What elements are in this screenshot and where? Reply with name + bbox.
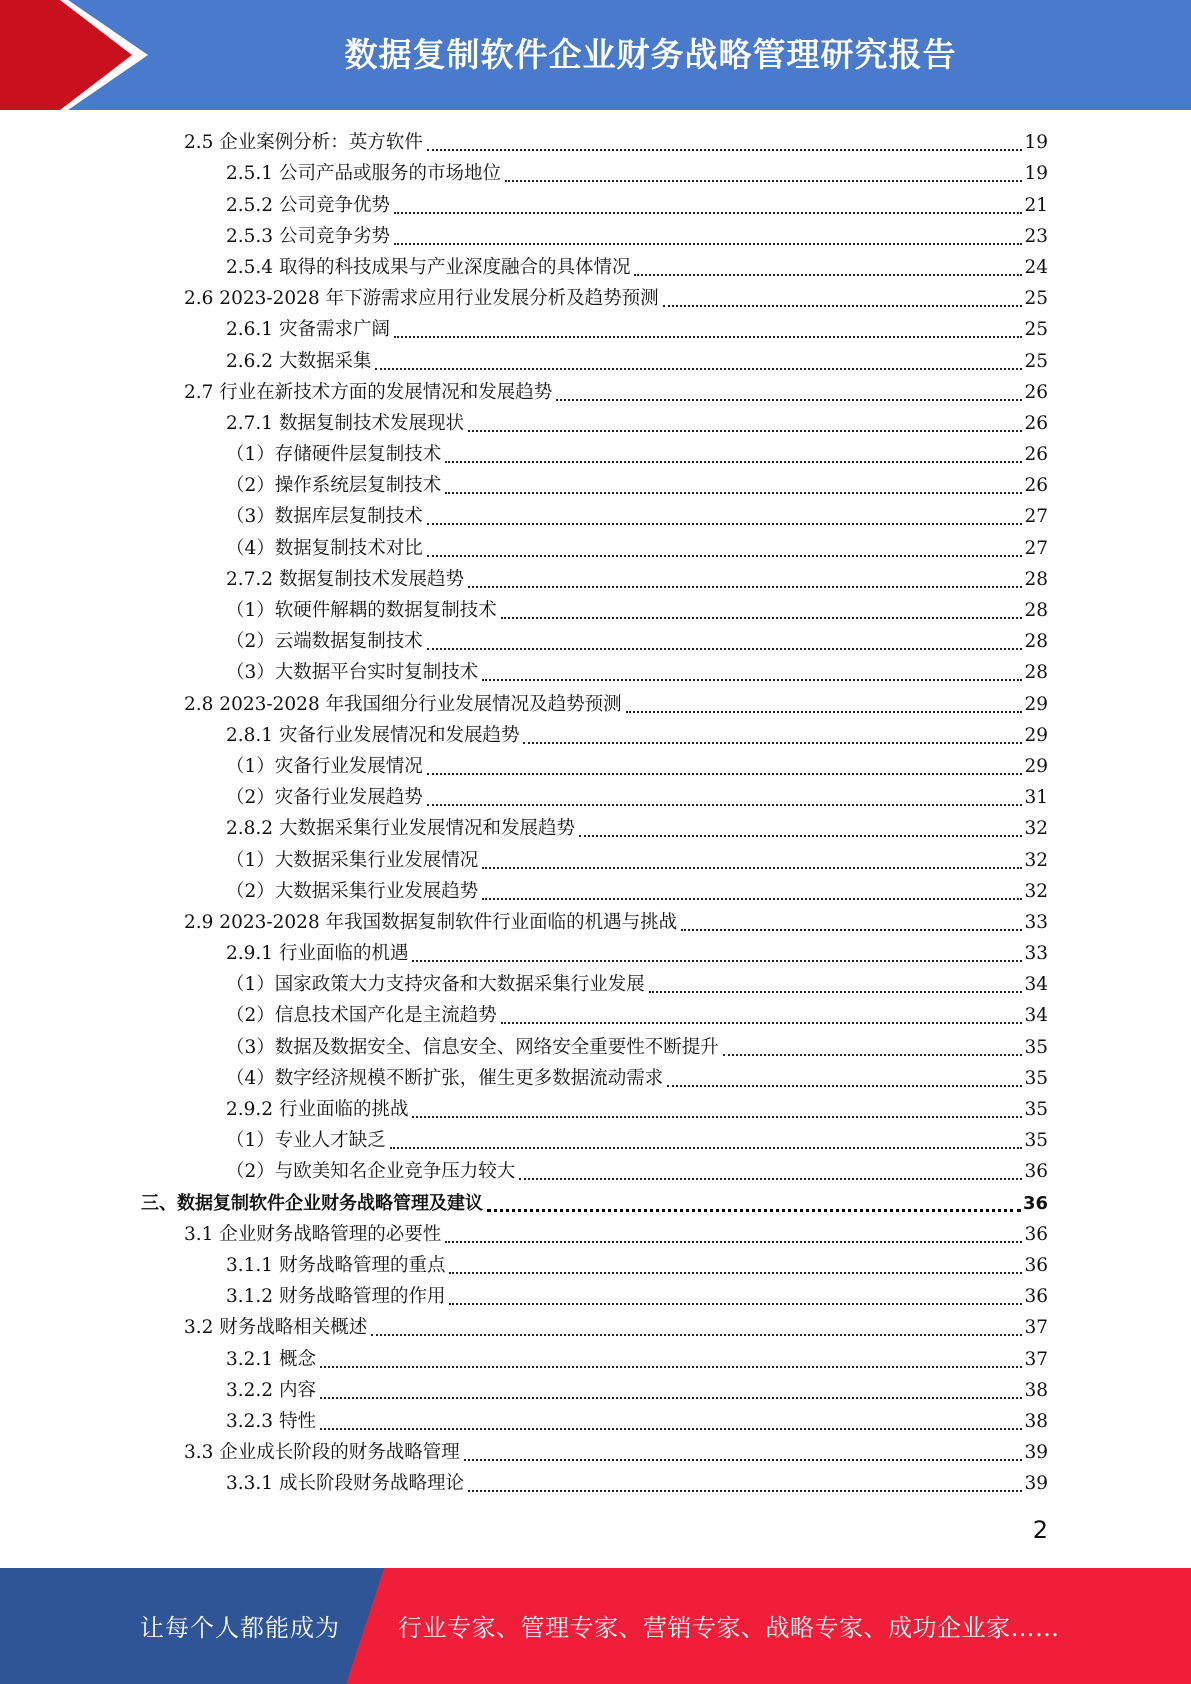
- toc-entry[interactable]: [141, 719, 1048, 750]
- toc-dot-leader: [649, 991, 1023, 993]
- toc-entry[interactable]: [141, 843, 1048, 874]
- toc-entry[interactable]: [141, 1311, 1048, 1342]
- toc-entry[interactable]: [141, 157, 1048, 188]
- toc-entry-title: （2）大数据采集行业发展趋势: [226, 880, 479, 902]
- toc-entry-title: （1）国家政策大力支持灾备和大数据采集行业发展: [226, 974, 645, 996]
- toc-entry[interactable]: [141, 1124, 1048, 1155]
- toc-entry-page: 26: [1024, 444, 1048, 466]
- table-of-contents: [141, 126, 1048, 1498]
- toc-entry-page: 32: [1024, 818, 1048, 840]
- toc-entry-title: 3.3.1 成长阶段财务战略理论: [226, 1473, 464, 1495]
- toc-dot-leader: [464, 1459, 1023, 1461]
- toc-dot-leader: [320, 1366, 1023, 1368]
- toc-entry-title: （1）软硬件解耦的数据复制技术: [226, 600, 497, 621]
- toc-entry-page: 23: [1024, 225, 1048, 247]
- toc-dot-leader: [371, 1334, 1022, 1336]
- toc-entry[interactable]: [141, 282, 1048, 313]
- toc-entry-title: （3）数据库层复制技术: [226, 506, 423, 528]
- toc-entry-title: （4）数字经济规模不断扩张，催生更多数据流动需求: [226, 1067, 664, 1089]
- toc-dot-leader: [375, 368, 1022, 370]
- toc-entry-page: 36: [1024, 1161, 1048, 1183]
- toc-dot-leader: [523, 742, 1022, 744]
- toc-entry-title: （1）专业人才缺乏: [226, 1130, 386, 1152]
- toc-entry-page: 35: [1024, 1130, 1048, 1152]
- toc-dot-leader: [449, 1272, 1022, 1274]
- toc-dot-leader: [412, 960, 1022, 962]
- toc-entry[interactable]: [141, 407, 1048, 438]
- toc-entry-title: 2.7 行业在新技术方面的发展情况和发展趋势: [184, 381, 553, 403]
- toc-entry-page: 33: [1024, 943, 1048, 965]
- toc-entry-page: 25: [1024, 350, 1048, 372]
- toc-entry[interactable]: [141, 1093, 1048, 1124]
- footer-slogan-right: 行业专家、管理专家、营销专家、战略专家、成功企业家……: [398, 1614, 1060, 1642]
- toc-entry-page: 38: [1024, 1379, 1048, 1401]
- toc-entry-title: （4）数据复制技术对比: [226, 537, 423, 559]
- toc-entry[interactable]: [141, 251, 1048, 282]
- toc-dot-leader: [482, 679, 1022, 681]
- toc-dot-leader: [487, 1209, 1021, 1212]
- toc-entry-title: 3.2.3 特性: [226, 1410, 316, 1432]
- toc-entry-title: （2）信息技术国产化是主流趋势: [226, 1005, 497, 1027]
- toc-entry-page: 29: [1024, 693, 1048, 715]
- toc-entry-page: 36: [1024, 1286, 1048, 1308]
- toc-entry-page: 31: [1024, 787, 1048, 809]
- toc-entry-title: 2.5.4 取得的科技成果与产业深度融合的具体情况: [226, 256, 631, 278]
- toc-entry-title: （2）操作系统层复制技术: [226, 475, 442, 497]
- toc-entry[interactable]: [141, 313, 1048, 344]
- toc-dot-leader: [667, 1085, 1022, 1087]
- toc-dot-leader: [320, 1397, 1023, 1399]
- toc-entry-title: （2）云端数据复制技术: [226, 631, 423, 653]
- toc-entry-title: 2.8.1 灾备行业发展情况和发展趋势: [226, 724, 520, 746]
- page-header: [0, 0, 1191, 110]
- toc-entry[interactable]: [141, 563, 1048, 594]
- toc-entry-page: 34: [1024, 974, 1048, 996]
- toc-entry[interactable]: [141, 1249, 1048, 1280]
- toc-entry-page: 35: [1024, 1067, 1048, 1089]
- toc-entry[interactable]: [141, 126, 1048, 157]
- toc-dot-leader: [445, 461, 1022, 463]
- toc-dot-leader: [501, 617, 1023, 619]
- toc-entry[interactable]: [141, 376, 1048, 407]
- toc-entry[interactable]: [141, 750, 1048, 781]
- toc-entry[interactable]: [141, 1342, 1048, 1373]
- toc-entry-page: 25: [1024, 288, 1048, 310]
- toc-dot-leader: [626, 711, 1023, 713]
- toc-entry-title: （1）灾备行业发展情况: [226, 755, 423, 777]
- toc-entry-title: 3.2.2 内容: [226, 1379, 316, 1401]
- toc-entry-title: （3）大数据平台实时复制技术: [226, 662, 479, 684]
- toc-entry-title: 2.9 2023-2028 年我国数据复制软件行业面临的机遇与挑战: [184, 911, 678, 933]
- toc-dot-leader: [445, 1241, 1022, 1243]
- toc-entry-page: 26: [1024, 475, 1048, 497]
- toc-entry-page: 34: [1024, 1005, 1048, 1027]
- toc-entry-page: 28: [1024, 568, 1048, 590]
- toc-entry[interactable]: [141, 937, 1048, 968]
- toc-entry-title: 2.8 2023-2028 年我国细分行业发展情况及趋势预测: [184, 693, 622, 715]
- report-title: 数据复制软件企业财务战略管理研究报告: [344, 34, 957, 74]
- toc-dot-leader: [482, 867, 1022, 869]
- toc-entry-page: 37: [1024, 1317, 1048, 1339]
- toc-entry[interactable]: [141, 1280, 1048, 1311]
- toc-entry-title: 3.1.2 财务战略管理的作用: [226, 1286, 446, 1308]
- toc-dot-leader: [394, 336, 1022, 338]
- toc-entry[interactable]: [141, 781, 1048, 812]
- toc-entry-title: 2.7.1 数据复制技术发展现状: [226, 412, 464, 434]
- toc-entry[interactable]: [141, 1218, 1048, 1249]
- toc-dot-leader: [427, 773, 1023, 775]
- toc-entry[interactable]: [141, 999, 1048, 1030]
- toc-entry-title: 2.9.1 行业面临的机遇: [226, 943, 409, 965]
- toc-entry-title: （1）大数据采集行业发展情况: [226, 849, 479, 871]
- toc-entry-page: 21: [1024, 194, 1048, 216]
- toc-entry-title: 2.5 企业案例分析：英方软件: [184, 132, 423, 154]
- toc-entry-title: 3.1 企业财务战略管理的必要性: [184, 1223, 442, 1245]
- toc-entry-title: 2.6 2023-2028 年下游需求应用行业发展分析及趋势预测: [184, 288, 659, 310]
- toc-entry-page: 29: [1024, 755, 1048, 777]
- page-footer: [0, 1568, 1191, 1684]
- toc-dot-leader: [634, 274, 1022, 276]
- toc-entry-title: 三、数据复制软件企业财务战略管理及建议: [141, 1192, 483, 1214]
- toc-dot-leader: [468, 1490, 1022, 1492]
- toc-entry-page: 19: [1024, 163, 1048, 185]
- toc-entry-title: 2.9.2 行业面临的挑战: [226, 1099, 409, 1120]
- toc-dot-leader: [579, 835, 1022, 837]
- footer-slogan-left: 让每个人都能成为: [140, 1614, 340, 1642]
- toc-entry-title: 2.5.2 公司竞争优势: [226, 194, 390, 216]
- toc-entry-title: 2.6.1 灾备需求广阔: [226, 319, 390, 341]
- toc-entry-page: 38: [1024, 1410, 1048, 1432]
- toc-dot-leader: [427, 804, 1023, 806]
- toc-entry-page: 26: [1024, 412, 1048, 434]
- toc-entry-page: 36: [1024, 1254, 1048, 1276]
- toc-entry-page: 35: [1024, 1099, 1048, 1120]
- toc-entry-page: 28: [1024, 600, 1048, 621]
- toc-entry[interactable]: [141, 1436, 1048, 1467]
- toc-entry[interactable]: [141, 968, 1048, 999]
- toc-dot-leader: [663, 305, 1023, 307]
- toc-dot-leader: [427, 648, 1023, 650]
- toc-dot-leader: [482, 898, 1022, 900]
- toc-entry[interactable]: [141, 344, 1048, 375]
- toc-dot-leader: [501, 1022, 1023, 1024]
- toc-entry-title: （2）与欧美知名企业竞争压力较大: [226, 1161, 516, 1183]
- toc-dot-leader: [681, 929, 1022, 931]
- toc-entry[interactable]: [141, 500, 1048, 531]
- toc-entry-title: 3.2 财务战略相关概述: [184, 1317, 368, 1339]
- toc-dot-leader: [468, 430, 1022, 432]
- toc-entry-page: 27: [1024, 537, 1048, 559]
- toc-dot-leader: [427, 555, 1023, 557]
- toc-entry[interactable]: [141, 656, 1048, 687]
- toc-entry-page: 24: [1024, 256, 1048, 278]
- toc-entry[interactable]: [141, 906, 1048, 937]
- toc-dot-leader: [390, 1147, 1023, 1149]
- toc-dot-leader: [320, 1428, 1023, 1430]
- toc-entry-page: 26: [1024, 381, 1048, 403]
- toc-entry-page: 39: [1024, 1442, 1048, 1464]
- toc-entry[interactable]: [141, 687, 1048, 718]
- toc-entry-page: 27: [1024, 506, 1048, 528]
- toc-entry[interactable]: [141, 1186, 1048, 1217]
- toc-entry-page: 28: [1024, 631, 1048, 653]
- toc-entry[interactable]: [141, 875, 1048, 906]
- toc-entry[interactable]: [141, 438, 1048, 469]
- toc-entry[interactable]: [141, 188, 1048, 219]
- toc-entry[interactable]: [141, 1467, 1048, 1498]
- toc-entry-page: 33: [1024, 911, 1048, 933]
- page-number: 2: [1032, 1516, 1048, 1544]
- toc-dot-leader: [445, 492, 1022, 494]
- toc-dot-leader: [449, 1303, 1022, 1305]
- toc-dot-leader: [412, 1116, 1022, 1118]
- toc-entry[interactable]: [141, 1405, 1048, 1436]
- toc-entry-title: 2.6.2 大数据采集: [226, 350, 372, 372]
- toc-entry-page: 35: [1024, 1036, 1048, 1058]
- toc-dot-leader: [505, 180, 1022, 182]
- toc-entry-title: （3）数据及数据安全、信息安全、网络安全重要性不断提升: [226, 1036, 719, 1058]
- toc-entry[interactable]: [141, 469, 1048, 500]
- toc-entry-title: 2.7.2 数据复制技术发展趋势: [226, 568, 464, 590]
- toc-entry-title: 3.1.1 财务战略管理的重点: [226, 1254, 446, 1276]
- toc-entry-page: 36: [1022, 1192, 1048, 1214]
- toc-entry[interactable]: [141, 1062, 1048, 1093]
- toc-entry-page: 19: [1024, 132, 1048, 154]
- toc-entry[interactable]: [141, 531, 1048, 562]
- toc-entry[interactable]: [141, 1374, 1048, 1405]
- toc-dot-leader: [723, 1054, 1023, 1056]
- toc-entry[interactable]: [141, 1155, 1048, 1186]
- toc-entry[interactable]: [141, 220, 1048, 251]
- toc-entry-title: 2.5.3 公司竞争劣势: [226, 225, 390, 247]
- toc-entry[interactable]: [141, 812, 1048, 843]
- toc-dot-leader: [519, 1178, 1022, 1180]
- toc-entry-title: 2.5.1 公司产品或服务的市场地位: [226, 163, 501, 185]
- toc-dot-leader: [556, 399, 1022, 401]
- toc-entry-page: 32: [1024, 849, 1048, 871]
- toc-dot-leader: [427, 523, 1023, 525]
- toc-entry[interactable]: [141, 1030, 1048, 1061]
- toc-entry[interactable]: [141, 625, 1048, 656]
- toc-entry-page: 32: [1024, 880, 1048, 902]
- toc-entry-title: 3.3 企业成长阶段的财务战略管理: [184, 1442, 460, 1464]
- toc-entry-page: 28: [1024, 662, 1048, 684]
- toc-entry-page: 29: [1024, 724, 1048, 746]
- toc-entry-title: （1）存储硬件层复制技术: [226, 444, 442, 466]
- toc-dot-leader: [468, 586, 1022, 588]
- toc-entry-title: 3.2.1 概念: [226, 1348, 316, 1370]
- toc-dot-leader: [394, 243, 1022, 245]
- toc-dot-leader: [427, 149, 1023, 151]
- toc-entry-page: 39: [1024, 1473, 1048, 1495]
- toc-entry-title: 2.8.2 大数据采集行业发展情况和发展趋势: [226, 818, 575, 840]
- toc-entry-page: 36: [1024, 1223, 1048, 1245]
- toc-dot-leader: [394, 212, 1022, 214]
- toc-entry-page: 37: [1024, 1348, 1048, 1370]
- toc-entry[interactable]: [141, 594, 1048, 625]
- toc-entry-page: 25: [1024, 319, 1048, 341]
- toc-entry-title: （2）灾备行业发展趋势: [226, 787, 423, 809]
